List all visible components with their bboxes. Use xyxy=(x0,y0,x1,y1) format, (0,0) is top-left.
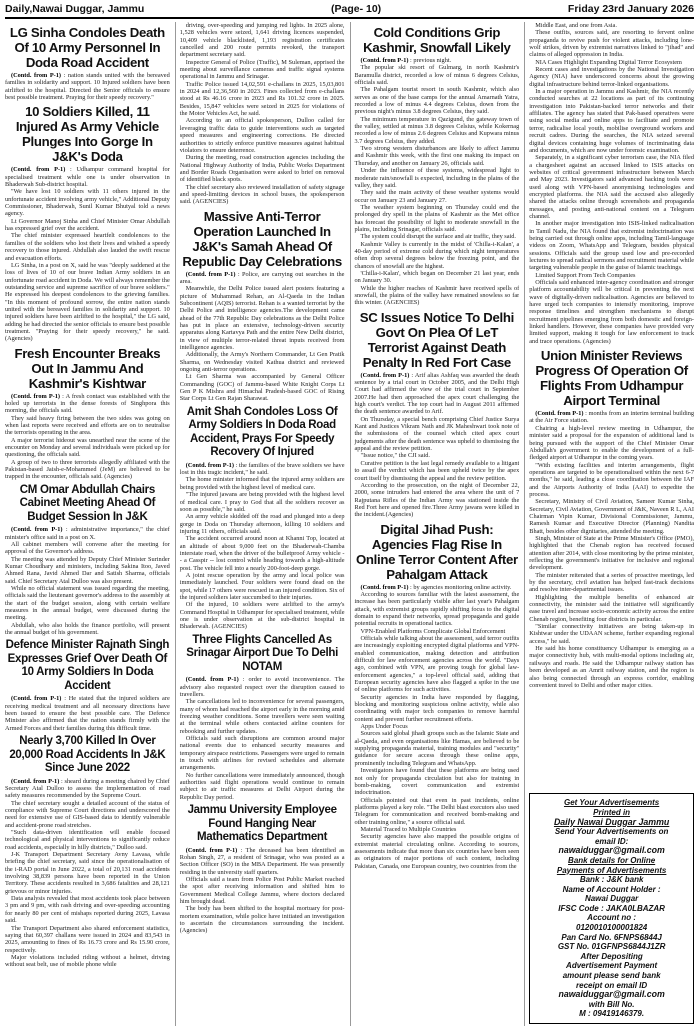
article-paragraph: Additionally, the Army's Northern Commander, Lt Gen Pratik Sharma, on Wednesday visited Kathua district and reviewed ongoing anti-terror operations. xyxy=(179,351,345,374)
article-headline: SC Issues Notice To Delhi Govt On Plea Of LeT Terrorist Against Death Penalty In Red Fort Case xyxy=(359,309,514,370)
advertisement-line: Advertisement Payment xyxy=(566,961,658,971)
advertisement-line: Pan Card No. 6FNPS6844J xyxy=(561,932,662,942)
advertisement-line: Nawai Duggar xyxy=(584,894,639,904)
advertisement-line: Get Your Advertisements xyxy=(563,798,660,808)
article-paragraph: Curative petition is the last legal remedy available to a litigant to assail the verdict which has been upheld twice by the apex court itself by dismissing the appeal and the review petition. xyxy=(354,459,520,482)
article-paragraph: (Contd. from P-1) : sheard during a meeting chaired by Chief Secretary Atal Dulloo to assess the implementation of road safety measures recommended by the Supreme Court. xyxy=(5,777,170,800)
article-paragraph: Secretary, Ministry of Civil Aviation, Sameer Kumar Sinha, Secretary, Civil Aviation, Government of J&K, Naveen R L, AAI Chairman Vipin Kumar, Divisional Commissioner, Jammu, Ramesh Kumar and Executive Director (Planning) Nandita Bhatt, besides other dignitaries, attended the meeting. xyxy=(529,498,694,535)
article-paragraph: The accident occurred around noon at Khanni Top, located at an altitude of about 9,000 feet on the Bhaderwah-Chamba interstate road, when the driver of the bulletproof Army vehicle -- a Casspir -- lost control while heading towards a high-altitude post. The vehicle fell into a nearly 200-foot-deep gorge. xyxy=(179,535,345,572)
article-body xyxy=(5,393,170,481)
article-paragraph: The system could disrupt the surface and air traffic, they said. xyxy=(360,233,517,241)
article-paragraph: Officials pointed out that even in past incidents, online platforms played a key role. "The Delhi blast executors also used Telegram for communication and received bomb-making and other training online," a source official said. xyxy=(354,796,520,826)
article-body xyxy=(180,271,345,403)
article xyxy=(5,25,170,101)
article-paragraph: (Contd. from P-1) : order to avoid inconvenience. The advisory also requested respect over the disruption caused to travellers. xyxy=(179,676,345,698)
article-body xyxy=(355,584,520,870)
article-paragraph: The home minister informed that the injured army soldiers are being provided with the highest level of medical care. xyxy=(179,476,345,491)
article xyxy=(180,22,345,206)
article-headline: Fresh Encounter Breaks Out In Jammu And Kashmir's Kishtwar xyxy=(14,345,161,391)
article-paragraph: He said his home constituency Udhampur is emerging as a major connectivity hub, with multi-modal options including air, railways and roads. He said the Udhampur railway station has been developed as an Amrit railway station, and the region is also being connected through an express corridor, enabling convenient travel to Delhi and other major cities. xyxy=(529,645,694,689)
article-paragraph: The chief secretary also reviewed installation of safety signage and speed-limiting devices in school buses, the spokesperson said. (AGENCIES) xyxy=(179,183,345,206)
article-paragraph: Material Traced to Multiple Countries xyxy=(360,825,457,833)
article-paragraph: In another major investigation into ISIS-linked radicalisation in Tamil Nadu, the NIA found that extremist indoctrination was being carried out through online apps, including Tamil-language videos on Zoom, WhatsApp and Telegram, besides physical sessions. Officials said the group used low and pre-recorded lectures to spread radical sermons and recruitment material while targeting vulnerable people in the guise of Islamic teachings. xyxy=(529,220,694,272)
article-paragraph: (Contd. from P-1) : months from an interim terminal building at the Air Force station. xyxy=(529,410,694,425)
masthead-date: Friday 23rd January 2026 xyxy=(567,2,694,15)
article-paragraph: Middle East, and one from Asia. xyxy=(535,22,617,29)
article xyxy=(5,104,170,342)
article-headline: 10 Soldiers Killed, 11 Injured As Army Vehicle Plunges Into Gorge In J&K's Doda xyxy=(15,104,159,165)
article-headline: Three Flights Cancelled As Srinagar Airport Due To Delhi NOTAM xyxy=(186,633,338,673)
article-paragraph: The Transport Department also shared enforcement statistics, saying that 60,397 challans were issued in 2024 and 83,543 in 2025, amounting to fines of Rs 16.73 crore and Rs 15.90 crore, respectively. xyxy=(5,924,170,954)
article-headline: Amit Shah Condoles Loss Of Army Soldiers In Doda Road Accident, Prays For Speedy Recovery Of Injured xyxy=(186,405,338,459)
masthead-paper-name: Daily,Nawai Duggar, Jammu xyxy=(5,2,145,15)
article-paragraph: Officials said such disruptions are common around major national events due to enhanced security measures and temporary airspace restrictions. Passengers were urged to remain in touch with airlines for revised schedules and alternate arrangements. xyxy=(179,734,345,772)
article-body xyxy=(355,372,520,519)
article-paragraph: (Contd. from P-1) : previous night. xyxy=(360,57,452,64)
advertisement-line: Account no : xyxy=(587,913,637,923)
article-paragraph: Lt Gen Sharma was accompanied by General Officer Commanding (GOC) of Jammu-based White Knight Corps Lt Gen P K Mishra and Himachal Pradesh-based GOC of Rising Star Corps Lt Gen Rajan Sharawat. xyxy=(179,373,345,403)
article xyxy=(5,639,170,732)
article-paragraph: (Contd. from P-1) : nation stands united with the bereaved families in solidarity and support. 10 Injured soldiers have been airlifted to the hospital. Directed the Senior officials to ensure best possible treatment. Praying for their speedy recovery." xyxy=(5,72,170,102)
article-paragraph: Sources said global jihadi groups such as the Islamic State and al-Qaeda, and even organisations like Hamas, are believed to be supplying propaganda material, training modules and "security" guidance for secure access through these online apps, prominently including Telegram and WhatsApp. xyxy=(354,730,520,767)
article-paragraph: (Contd. from P-1) : administrative importance," the chief minister's office said in a post on X. xyxy=(5,526,170,541)
article-paragraph: (Contd. from P-1) : Police, are carrying out searches in the area. xyxy=(179,270,345,285)
advertisement-box xyxy=(529,793,694,1024)
article-paragraph: They said the main activity of these weather systems would occur on January 23 and January 27. xyxy=(354,189,520,204)
article xyxy=(5,484,170,637)
article-paragraph: LG Sinha, in a post on X, said he was "deeply saddened at the loss of lives of 10 of our brave Indian Army soldiers in an unfortunate road accident in Doda. We will always remember the outstanding service and supreme sacrifice of our brave soldiers." He expressed his deepest condolences to the grieving families. "In this moment of profound sorrow, the entire nation stands united with the bereaved families in solidarity and support. 10 injured soldiers have been airlifted to the hospital," the LG said, adding he had directed the senior officials to ensure best possible treatment. "Praying for their speedy recovery," he said. (Agencies) xyxy=(5,261,170,343)
column-4 xyxy=(524,22,694,1026)
columns xyxy=(5,22,694,1026)
advertisement-line: email ID: xyxy=(594,836,629,846)
article-paragraph: According to an official spokesperson, Dulloo called for leveraging traffic data to guide interventions such as targeted speed measures and engineering corrections. He directed authorities to strictly enforce punitive measures against habitual violators to ensure deterrence. xyxy=(179,117,345,154)
article xyxy=(355,522,520,870)
article xyxy=(180,804,345,935)
article-body xyxy=(5,166,170,342)
article-paragraph: Kashmir Valley is currently in the midst of 'Chilla-i-Kalan', a 40-day period of extreme cold during which night temperatures often drop several degrees below the freezing point, and the chances of snowfall are the highest. xyxy=(354,240,520,270)
advertisement-line: GST No. 01GFNPS6844J1ZR xyxy=(557,942,666,952)
article-headline: Digital Jihad Push: Agencies Flag Rise In Online Terror Content After Pahalgam Attack xyxy=(355,521,518,582)
article-headline: Union Minister Reviews Progress Of Operation Of Flights From Udhampur Airport Terminal xyxy=(535,348,688,409)
article-headline: LG Sinha Condoles Death Of 10 Army Personnel In Doda Road Accident xyxy=(9,25,165,70)
article-body xyxy=(5,778,170,969)
article-paragraph: These outfits, sources said, are resorting to fervent online propaganda to revive push for violent attacks, including lone-wolf strikes, driven by extremist narratives linked to "jihad" and claims of alleged oppression in India. xyxy=(529,29,694,59)
article-paragraph: (Contd. from P-1) : Arif alias Ashfaq was awarded the death sentence by a trial court in October 2005, and the Delhi High Court had affirmed the view of the trial court in September 2007.He had then approached the apex court challenging the high court's verdict. The top court had in August 2011 affirmed the death sentence awarded to Arif. xyxy=(354,371,520,416)
article-body xyxy=(5,526,170,636)
article-paragraph: During the meeting, road construction agencies including the National Highway Authority of India, Public Works Department and Border Roads Organisation were asked to brief on removal of identified black spots. xyxy=(179,154,345,184)
advertisement-line: 0120010100001824 xyxy=(576,923,648,933)
article-paragraph: The body has been shifted to the hospital mortuary for post-mortem examination, while police have initiated an investigation to ascertain the circumstances surrounding the incident.(Agencies) xyxy=(179,905,345,935)
article-paragraph: The meeting was attended by Deputy Chief Minister Surinder Kumar Choudhary and ministers, including Sakina Itoo, Javed Ahmed Rana, Javid Ahmed Dar and Satish Sharma, officials said. Chief Secretary Atal Dulloo was also present. xyxy=(5,555,170,585)
article-paragraph: The chief secretary sought a detailed account of the status of compliance with Supreme Court directions and underscored the need for extensive use of GIS-based data to identify vulnerable and accident-prone road stretches. xyxy=(5,799,170,829)
advertisement-line: Bank : J&K bank xyxy=(579,875,644,885)
advertisement-line: IFSC Code : JAKA0LBAZAR xyxy=(558,903,665,913)
article xyxy=(529,22,694,345)
article-paragraph: Highlighting the multiple benefits of enhanced air connectivity, the minister said the initiative will significantly ease travel and increase socio-economic activity across the entire Chenab region, benefiting four districts in particular. xyxy=(529,593,694,623)
article-paragraph: The chief minister expressed heartfelt condolences to the families of the soldiers who lost their lives and wished a speedy recovery to those injured. Abdullah also lauded the swift rescue and evacuation efforts. xyxy=(5,232,170,262)
article-paragraph: (Contd. from P-1) : by agencies monitoring online activity. xyxy=(360,583,512,591)
article-body xyxy=(529,410,694,689)
article-body xyxy=(180,847,345,935)
article-paragraph: No further cancellations were immediately announced, though authorities said flight operations would continue to remain subject to air traffic measures at Delhi Airport during the Republic Day period. xyxy=(179,771,345,801)
advertisement-line: Daily Nawai Duggar Jammu xyxy=(553,816,670,827)
article-body xyxy=(180,462,345,631)
article-headline: Nearly 3,700 Killed In Over 20,000 Road Accidents In J&K Since June 2022 xyxy=(9,735,166,775)
article xyxy=(180,634,345,801)
masthead xyxy=(5,0,694,19)
article-paragraph: In a major operation in Jammu and Kashmir, the NIA recently conducted searches at 22 locations as part of its continuing investigation into Pakistan-backed terror networks and their affiliates. The agency has stated that Pak-based operatives were using social media and online apps to facilitate and promote terror, radicalise local youth, mobilise overground workers and recruit cadres. During the searches, the NIA seized several digital devices containing huge volumes of incriminating data and documents, which are now under forensic examination. xyxy=(529,88,694,154)
article xyxy=(5,735,170,968)
article-body xyxy=(355,57,520,307)
article-paragraph: A group of two to three terrorists allegedly affiliated with the Pakistan-based Jaish-e-Mohammed (JeM) are believed to be trapped in the encounter, officials said. (Agencies) xyxy=(5,458,170,481)
article-headline: Cold Conditions Grip Kashmir, Snowfall Likely xyxy=(363,25,511,55)
article-paragraph: (Contd. from P-1) : The deceased has been identified as Rohan Singh, 27, a resident of Srinagar, who was posted as a Section Officer (SO) in the MBA Department. He was presently residing in the university staff quarters. xyxy=(179,846,345,876)
article-paragraph: The popular ski resort of Gulmarg, in north Kashmir's Baramulla district, recorded a low of minus 6 degrees Celsius, officials said. xyxy=(354,64,520,87)
article-paragraph: "Similar connectivity initiatives are being taken-up in Kishtwar under the UDAAN scheme, further expanding regional access," he said. xyxy=(529,623,694,645)
article-paragraph: Investigators have found that these platforms are being used not only for propaganda circulation but also for training in bomb-making, covert communication and extremist indoctrination. xyxy=(354,767,520,797)
article-paragraph: Two strong western disturbances are likely to affect Jammu and Kashmir this week, with the first one making its impact on Thursday, and another on January 26, officials said. xyxy=(354,145,520,167)
article-paragraph: Chairing a high-level review meeting in Udhampur, the minister said a proposal for the expansion of additional land is being pursued with the support of the Chief Minister Omar Abdullah's government to enable the development of a full-fledged airport at Udhampur in the coming years. xyxy=(529,424,694,462)
advertisement-line: Bank details for Online xyxy=(568,855,656,865)
article-paragraph: Security agencies in India have responded by flagging, blocking and monitoring suspicious online activity, while also coordinating with major tech companies to remove harmful content and prevent further recruitment efforts. xyxy=(354,693,520,723)
advertisement-line: receipt on email ID xyxy=(576,980,648,990)
column-2 xyxy=(175,22,345,1026)
article-paragraph: VPN-Enabled Platforms Complicate Global Enforcement xyxy=(360,627,506,635)
article-paragraph: The cancellations led to inconvenience for several passengers, many of whom had reached the airport early in the morning amid freezing weather conditions. Some travellers were seen waiting at the terminal while others contacted airline counters for rebooking and further updates. xyxy=(179,698,345,735)
article-paragraph: Apps Under Focus xyxy=(360,723,408,731)
article-paragraph: Major violations included riding without a helmet, driving without seat belt, use of mobile phone while xyxy=(5,953,170,969)
article-paragraph: Meanwhile, the Delhi Police issued alert posters featuring a picture of Muhammad Rehan, an Al-Qaeda in the Indian Subcontinent (AQIS) terrorist. Rehan is a wanted terrorist by the Delhi Police and intelligence agencies.The development came ahead of the 77th Republic Day celebrations as the Delhi Police has put in place an extensive, technology-driven security apparatus along Kartavya Path and the entire New Delhi district, in view of multiple terror-related threat inputs received from intelligence agencies. xyxy=(179,285,345,352)
article-paragraph: The minimum temperature in Qazigund, the gateway town of the valley, settled at minus 3.8 degrees Celsius, while Kokernag recorded a low of minus 2.6 degrees Celsius and Kupwara minus 3.7 degrees Celsius, they added. xyxy=(354,115,520,145)
article-body xyxy=(180,676,345,801)
masthead-page-number: (Page- 10) xyxy=(331,2,382,15)
article-paragraph: While no official statement was issued regarding the meeting, officials said the lieutenant governor's address to the assembly at the start of the budget session, along with certain welfare measures in the annual budget, were discussed during the meeting. xyxy=(5,585,170,622)
advertisement-line: After Depositing xyxy=(580,951,643,961)
article-paragraph: Of the injured, 10 soldiers were airlifted to the army's Command Hospital in Udhampur for specialised treatment, while one is under observation at the sub-district hospital in Bhaderwah. (AGENCIES) xyxy=(179,601,345,631)
article-headline: Jammu University Employee Found Hanging Near Mathematics Department xyxy=(187,804,337,844)
article-paragraph: All cabinet members will convene after the meeting for approval of the Governor's address. xyxy=(5,540,170,556)
article-paragraph: Inspector General of Police (Traffic), M Suleman, apprised the meeting about surveillance cameras and traffic signal systems operational in Jammu and Srinagar. xyxy=(179,58,345,81)
article xyxy=(355,25,520,307)
advertisement-line: nawaiduggar@gmail.com xyxy=(558,845,665,856)
article-paragraph: Limited Support From Tech Companies xyxy=(535,271,636,279)
article-headline: Defence Minister Rajnath Singh Expresses Grief Over Death Of 10 Army Soldiers In Doda Accident xyxy=(5,639,170,692)
article xyxy=(180,406,345,631)
advertisement-line: M : 09419146379. xyxy=(579,1009,645,1019)
article-paragraph: driving, over-speeding and jumping red lights. In 2025 alone, 1,528 vehicles were seized, 1,641 driving licences suspended, 10,409 vehicle blacklisted, 1,193 registration certificates cancelled and 200 route permits revoked, the transport department secretary said. xyxy=(179,22,345,59)
article-paragraph: Abdullah, who also holds the finance portfolio, will present the annual budget of his government. xyxy=(5,621,170,637)
article-body xyxy=(529,22,694,345)
article-paragraph: While the higher reaches of Kashmir have received spells of snowfall, the plains of the valley have remained snowless so far this winter. (AGENCIES) xyxy=(354,284,520,307)
article-paragraph: Data analysis revealed that most accidents took place between 3 pm and 9 pm, with rash driving and over-speeding accounting for nearly 80 per cent of mishaps reported during 2025, Lavasa said. xyxy=(5,895,170,925)
article-paragraph: The minister reiterated that a series of proactive meetings, led by the secretary, civil aviation has helped fast-track decisions and resolve inter-departmental issues. xyxy=(529,571,694,594)
column-1 xyxy=(5,22,170,1026)
article-paragraph: They said heavy firing between the two sides was going on when last reports were received and efforts are on to neutralise the terrorists operating in the area. xyxy=(5,414,170,437)
article-body xyxy=(180,22,345,206)
article-paragraph: An army vehicle skidded off the road and plunged into a deep gorge in Doda on Thursday afternoon, killing 10 soldiers and injuring 11 others, officials said. xyxy=(179,513,345,535)
article-paragraph: According to sources familiar with the latest assessment, the increase has been particularly visible after last year's Pahalgam attack, with extremist groups rapidly shifting focus to the digital domain to expand their networks, spread propaganda and guide potential recruits in operational tactics. xyxy=(354,590,520,628)
article xyxy=(529,348,694,689)
advertisement-line: Send Your Advertisements on xyxy=(554,827,669,837)
article-body xyxy=(5,695,170,732)
advertisement-line: with Bill No. xyxy=(588,999,635,1009)
article-paragraph: Security agencies have also mapped the possible origins of extremist material circulating online. According to sources, assessments indicate that more than six countries have been seen as originators of major portions of such content, including Pakistan, Canada, one European country, two countries from the xyxy=(354,833,520,870)
article-paragraph: "Such data-driven identification will enable focused technological and physical interventions to significantly reduce road accidents, especially in hilly districts," Dulloo said. xyxy=(5,829,170,851)
article-paragraph: Separately, in a significant cyber terrorism case, the NIA filed a chargesheet against an accused linked to ISIS attacks on websites of critical government infrastructure between March and May 2023. Investigators said advanced hacking tools were used along with VPN-based anonymising technologies and encrypted platforms. the NIA said the accused also allegedly shared the attacks online through screenshots and propaganda messages, and posting anti-national content on a Telegram channel. xyxy=(529,154,694,220)
article-paragraph: Traffic Police issued 14,02,591 e-challans in 2025, 15,03,801 in 2024 and 12,36,560 in 2023. Fines collected from e-challans stood at Rs 46.16 crore in 2023 and Rs 101.32 crore in 2025. Besides, 15,847 vehicles were seized in 2025 for violations of the Motor Vehicles Act, he said. xyxy=(179,80,345,118)
article-paragraph: "With existing facilities and interim arrangements, flight operations are targeted to be operationalised within the next 6-7 months," he said, leading a close coordination between the IAF and the Airports Authority of India (AAI) to expedite the process. xyxy=(529,461,694,498)
article-paragraph: On Thursday, a special bench comprising Chief Justice Surya Kant and Justices Vikram Nath and JK Maheshwari took note of the submissions of the counsel which cited apex court judgements after the death sentence was upheld to dismissing the appeal and the review petition. xyxy=(354,415,520,453)
article-paragraph: (Contd. from P-1) : He stated that the injured soldiers are receiving medical treatment and all necessary directions have been issued to ensure the best possible care. The Defence Minister also affirmed that the nation stands firmly with the Armed Forces and their families during this difficult time. xyxy=(5,695,170,732)
advertisement-line: amount please send bank xyxy=(562,971,661,981)
article-paragraph: "Issue notice," the CJI said. xyxy=(360,452,430,460)
article-paragraph: Under the influence of these systems, widespread light to moderate rain/snowfall is expected, including in the plains of the valley, they said. xyxy=(354,167,520,189)
article-paragraph: 'Chilla-i-Kalan', which began on December 21 last year, ends on January 30. xyxy=(354,269,520,285)
article-paragraph: Officials said a team from Police Post Public Market reached the spot after receiving information and shifted him to Government Medical College Jammu, where doctors declared him brought dead. xyxy=(179,875,345,905)
article-paragraph: Singh, Minister of State at the Prime Minister's Office (PMO), highlighted that the Chenab region has received focused attention after 2014, with close monitoring by the prime minister, reflecting the government's initiative for inclusive and regional development. xyxy=(529,534,694,572)
article-paragraph: "The injured jawans are being provided with the highest level of medical care. I pray to God that all the soldiers recover as soon as possible," he said. xyxy=(179,491,345,513)
advertisement-line: Payments of Advertisements xyxy=(556,865,667,875)
article-paragraph: A joint rescue operation by the army and local police was immediately launched. Four soldiers were found dead on the spot, while 17 others were rescued in an injured condition. Six of the injured soldiers later succumbed to their injuries. xyxy=(179,571,345,601)
article-paragraph: Officials while talking about the assessment, said terror outfits are increasingly exploiting encrypted digital platforms and VPN-enabled communication, making detection and attribution difficult for law enforcement agencies across the world. "Days ago, combined with VPN, are proving tough for global law-enforcement agencies," a top-level official said, adding that European security agencies have also flagged a spike in the use of online platforms for such activities. xyxy=(354,634,520,694)
article-paragraph: The weather system beginning on Thursday could end the prolonged dry spell in the plains of Kashmir as the Met office has forecast the possibility of light to moderate snowfall in the plains, including Srinagar, officials said. xyxy=(354,203,520,233)
article-paragraph: Recent cases and investigations by the National Investigation Agency (NIA) have underscored concerns about the growing digital infrastructure behind terror-linked organisations. xyxy=(529,66,694,88)
article xyxy=(355,310,520,519)
advertisement-line: Printed in xyxy=(593,807,631,817)
article-paragraph: (Contd. from P-1) : A fresh contact was established with the holed up terrorists in the dense forests of Singhpora this morning, the officials said. xyxy=(5,392,170,415)
article-paragraph: "We have lost 10 soldiers with 11 others injured in the unfortunate accident involving army vehicle," Additional Deputy Commissioner, Bhaderwah, Sunil Kumar Bhutyal told a news agency. xyxy=(5,188,170,218)
column-4-text xyxy=(529,22,694,689)
article-headline: CM Omar Abdullah Chairs Cabinet Meeting Ahead Of Budget Session In J&K xyxy=(19,483,156,523)
article xyxy=(180,209,345,403)
article-paragraph: Lt Governor Manoj Sinha and Chief Minister Omar Abdullah has expressed grief over the accident. xyxy=(5,217,170,233)
article xyxy=(5,346,170,481)
advertisement-line: Name of Account Holder : xyxy=(562,884,661,894)
advertisement-line: nawaiduggar@gmail.com xyxy=(558,989,665,1000)
article-paragraph: (Contd. from P-1) : the families of the brave soldiers we have lost in this tragic incident," he said. xyxy=(179,461,345,477)
article-paragraph: A major terrorist hideout was unearthed near the scene of the encounter on Monday and several individuals were picked up for questioning, the officials said. xyxy=(5,436,170,459)
article-paragraph: J-K Transport Department Secretary Avny Lavasa, while briefing the chief secretary, said since the operationalisation of the i-RAD portal in June 2022, a total of 20,131 road accidents involving 38,839 persons have been reported in the Union Territory. These accidents resulted in 3,686 fatalities and 28,121 grievous or minor injuries. xyxy=(5,851,170,895)
article-paragraph: NIA Cases Highlight Expanding Digital Terror Ecosystem xyxy=(535,58,682,66)
article-body xyxy=(5,72,170,101)
column-3 xyxy=(350,22,520,1026)
article-paragraph: (Contd. from P-1) : Udhampur command hospital for specialised treatment while one is under observation in Bhaderwah Sub-district hospital. xyxy=(5,166,170,189)
article-paragraph: According to the prosecution, on the night of December 22, 2000, some intruders had entered the area where the unit of 7 Rajputana Rifles of the Indian Army was stationed inside the Red Fort here and opened fire.Three Army jawans were killed in the incident.(Agencies) xyxy=(354,481,520,519)
article-paragraph: The Pahalgam tourist resort in south Kashmir, which also serves as one of the base camps for the annual Amarnath Yatra, recorded a low of minus 4.4 degrees Celsius, down from the previous night's minus 3.8 degrees Celsius, they said. xyxy=(354,86,520,116)
article-paragraph: Officials said enhanced inter-agency coordination and stronger platform accountability will be critical in preventing the next wave of digitally-driven radicalisation. Agencies are believed to have urged tech companies to intensify monitoring, improve response timelines and strengthen mechanisms to disrupt recruitment pipelines emerging from both domestic and foreign-linked handlers. However, these companies have provided very limited support, making it tough for law enforcement to track and trace operations. (Agencies) xyxy=(529,279,694,345)
article-headline: Massive Anti-Terror Operation Launched In J&K's Samah Ahead Of Republic Day Celebrations xyxy=(182,208,342,269)
